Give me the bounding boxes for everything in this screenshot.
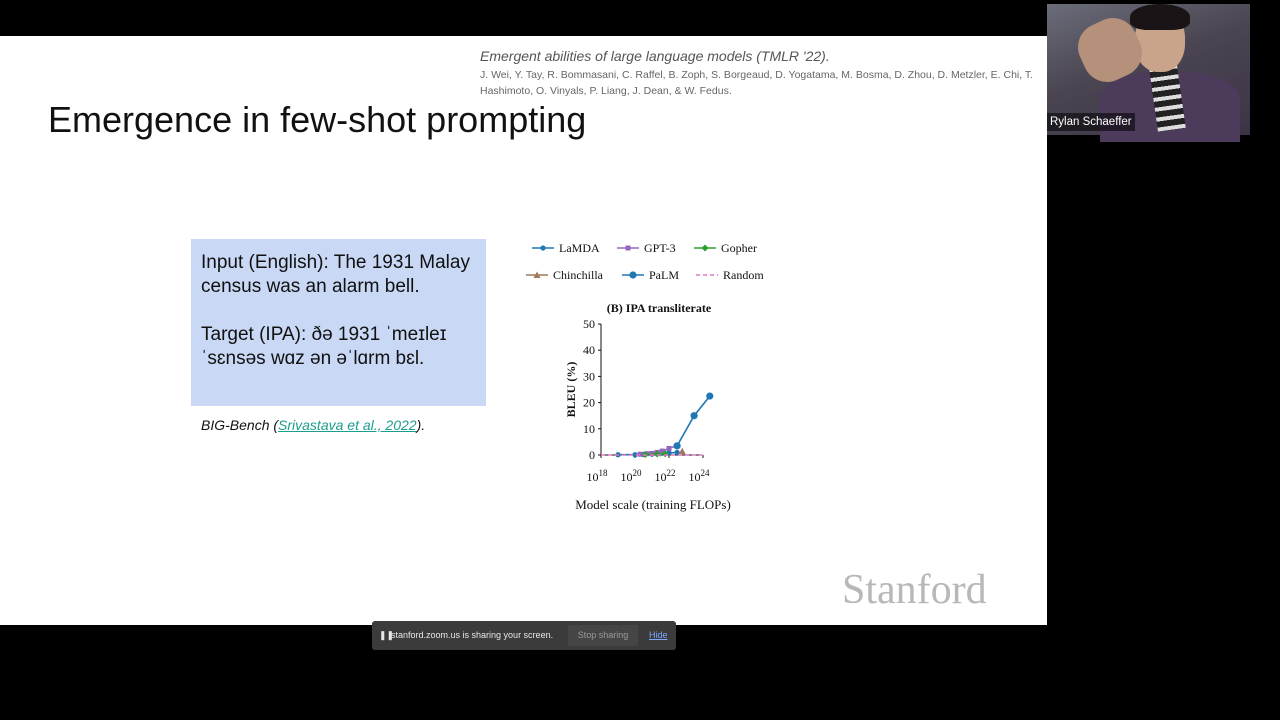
example-target: Target (IPA): ðə 1931 ˈmeɪleɪ ˈsɛnsəs wɑz ən əˈlɑrm bɛl. — [201, 324, 447, 369]
bigbench-prefix: BIG-Bench ( — [201, 417, 279, 433]
bigbench-citation — [201, 417, 425, 433]
x-tick-label-18: $10^{18}$ — [586, 468, 608, 484]
y-tick-label-40: 40 — [583, 343, 595, 358]
x-axis-label: Model scale (training FLOPs) — [575, 497, 731, 512]
point-palm-1 — [691, 412, 698, 419]
y-axis-label: BLEU (%) — [564, 361, 578, 418]
legend-marker-lamda — [540, 245, 545, 250]
bigbench-suffix: ). — [416, 417, 426, 433]
y-tick-label-50: 50 — [583, 317, 595, 331]
presentation-slide — [0, 36, 1047, 625]
legend-label-random: Random — [723, 268, 764, 282]
point-gpt-3-5 — [667, 446, 672, 451]
legend-label-palm: PaLM — [649, 268, 679, 282]
point-palm-0 — [674, 442, 681, 449]
legend-label-gpt-3: GPT-3 — [644, 241, 676, 255]
point-chinchilla-0 — [679, 448, 686, 455]
example-input: Input (English): The 1931 Malay census was an alarm bell. — [201, 252, 470, 297]
screen-share-bar — [372, 621, 676, 650]
example-box — [191, 239, 486, 406]
pause-icon[interactable]: ❚❚ — [379, 630, 395, 640]
citation-authors: J. Wei, Y. Tay, R. Bommasani, C. Raffel, B. Zoph, S. Borgeaud, D. Yogatama, M. Bosma, D. Zhou, D. Metzler, E. Chi, T. Hashimoto, O. Vinyals, P. Liang, J. Dean, & W. Fedus. — [480, 69, 1034, 97]
sharing-message: stanford.zoom.us is sharing your screen. — [391, 630, 554, 640]
participant-name: Rylan Schaeffer — [1047, 113, 1135, 131]
x-tick-label-20: $10^{20}$ — [620, 468, 642, 484]
hide-button[interactable]: Hide — [649, 630, 668, 640]
emergence-chart — [520, 196, 800, 512]
legend-label-chinchilla: Chinchilla — [553, 268, 603, 282]
series-line-palm — [677, 396, 710, 446]
y-tick-label-10: 10 — [583, 421, 595, 436]
legend-marker-palm — [629, 271, 636, 278]
legend-label-gopher: Gopher — [721, 241, 757, 255]
y-tick-label-30: 30 — [583, 369, 595, 384]
stop-sharing-button[interactable]: Stop sharing — [568, 625, 638, 646]
srivastava-link[interactable]: Srivastava et al., 2022 — [278, 417, 417, 433]
slide-title: Emergence in few-shot prompting — [48, 99, 587, 140]
legend-label-lamda: LaMDA — [559, 241, 600, 255]
participant-hair — [1130, 4, 1190, 30]
x-tick-label-24: $10^{24}$ — [688, 468, 710, 484]
legend-marker-gpt-3 — [626, 246, 631, 251]
legend-marker-gopher — [702, 245, 709, 252]
y-tick-label-20: 20 — [583, 395, 595, 410]
y-tick-label-0: 0 — [589, 448, 595, 462]
x-tick-label-22: $10^{22}$ — [654, 468, 676, 484]
chart-title: (B) IPA transliterate — [606, 301, 712, 315]
stanford-logo: Stanford — [842, 567, 987, 613]
point-palm-2 — [706, 392, 713, 399]
citation-title: Emergent abilities of large language models (TMLR '22). — [480, 48, 830, 64]
